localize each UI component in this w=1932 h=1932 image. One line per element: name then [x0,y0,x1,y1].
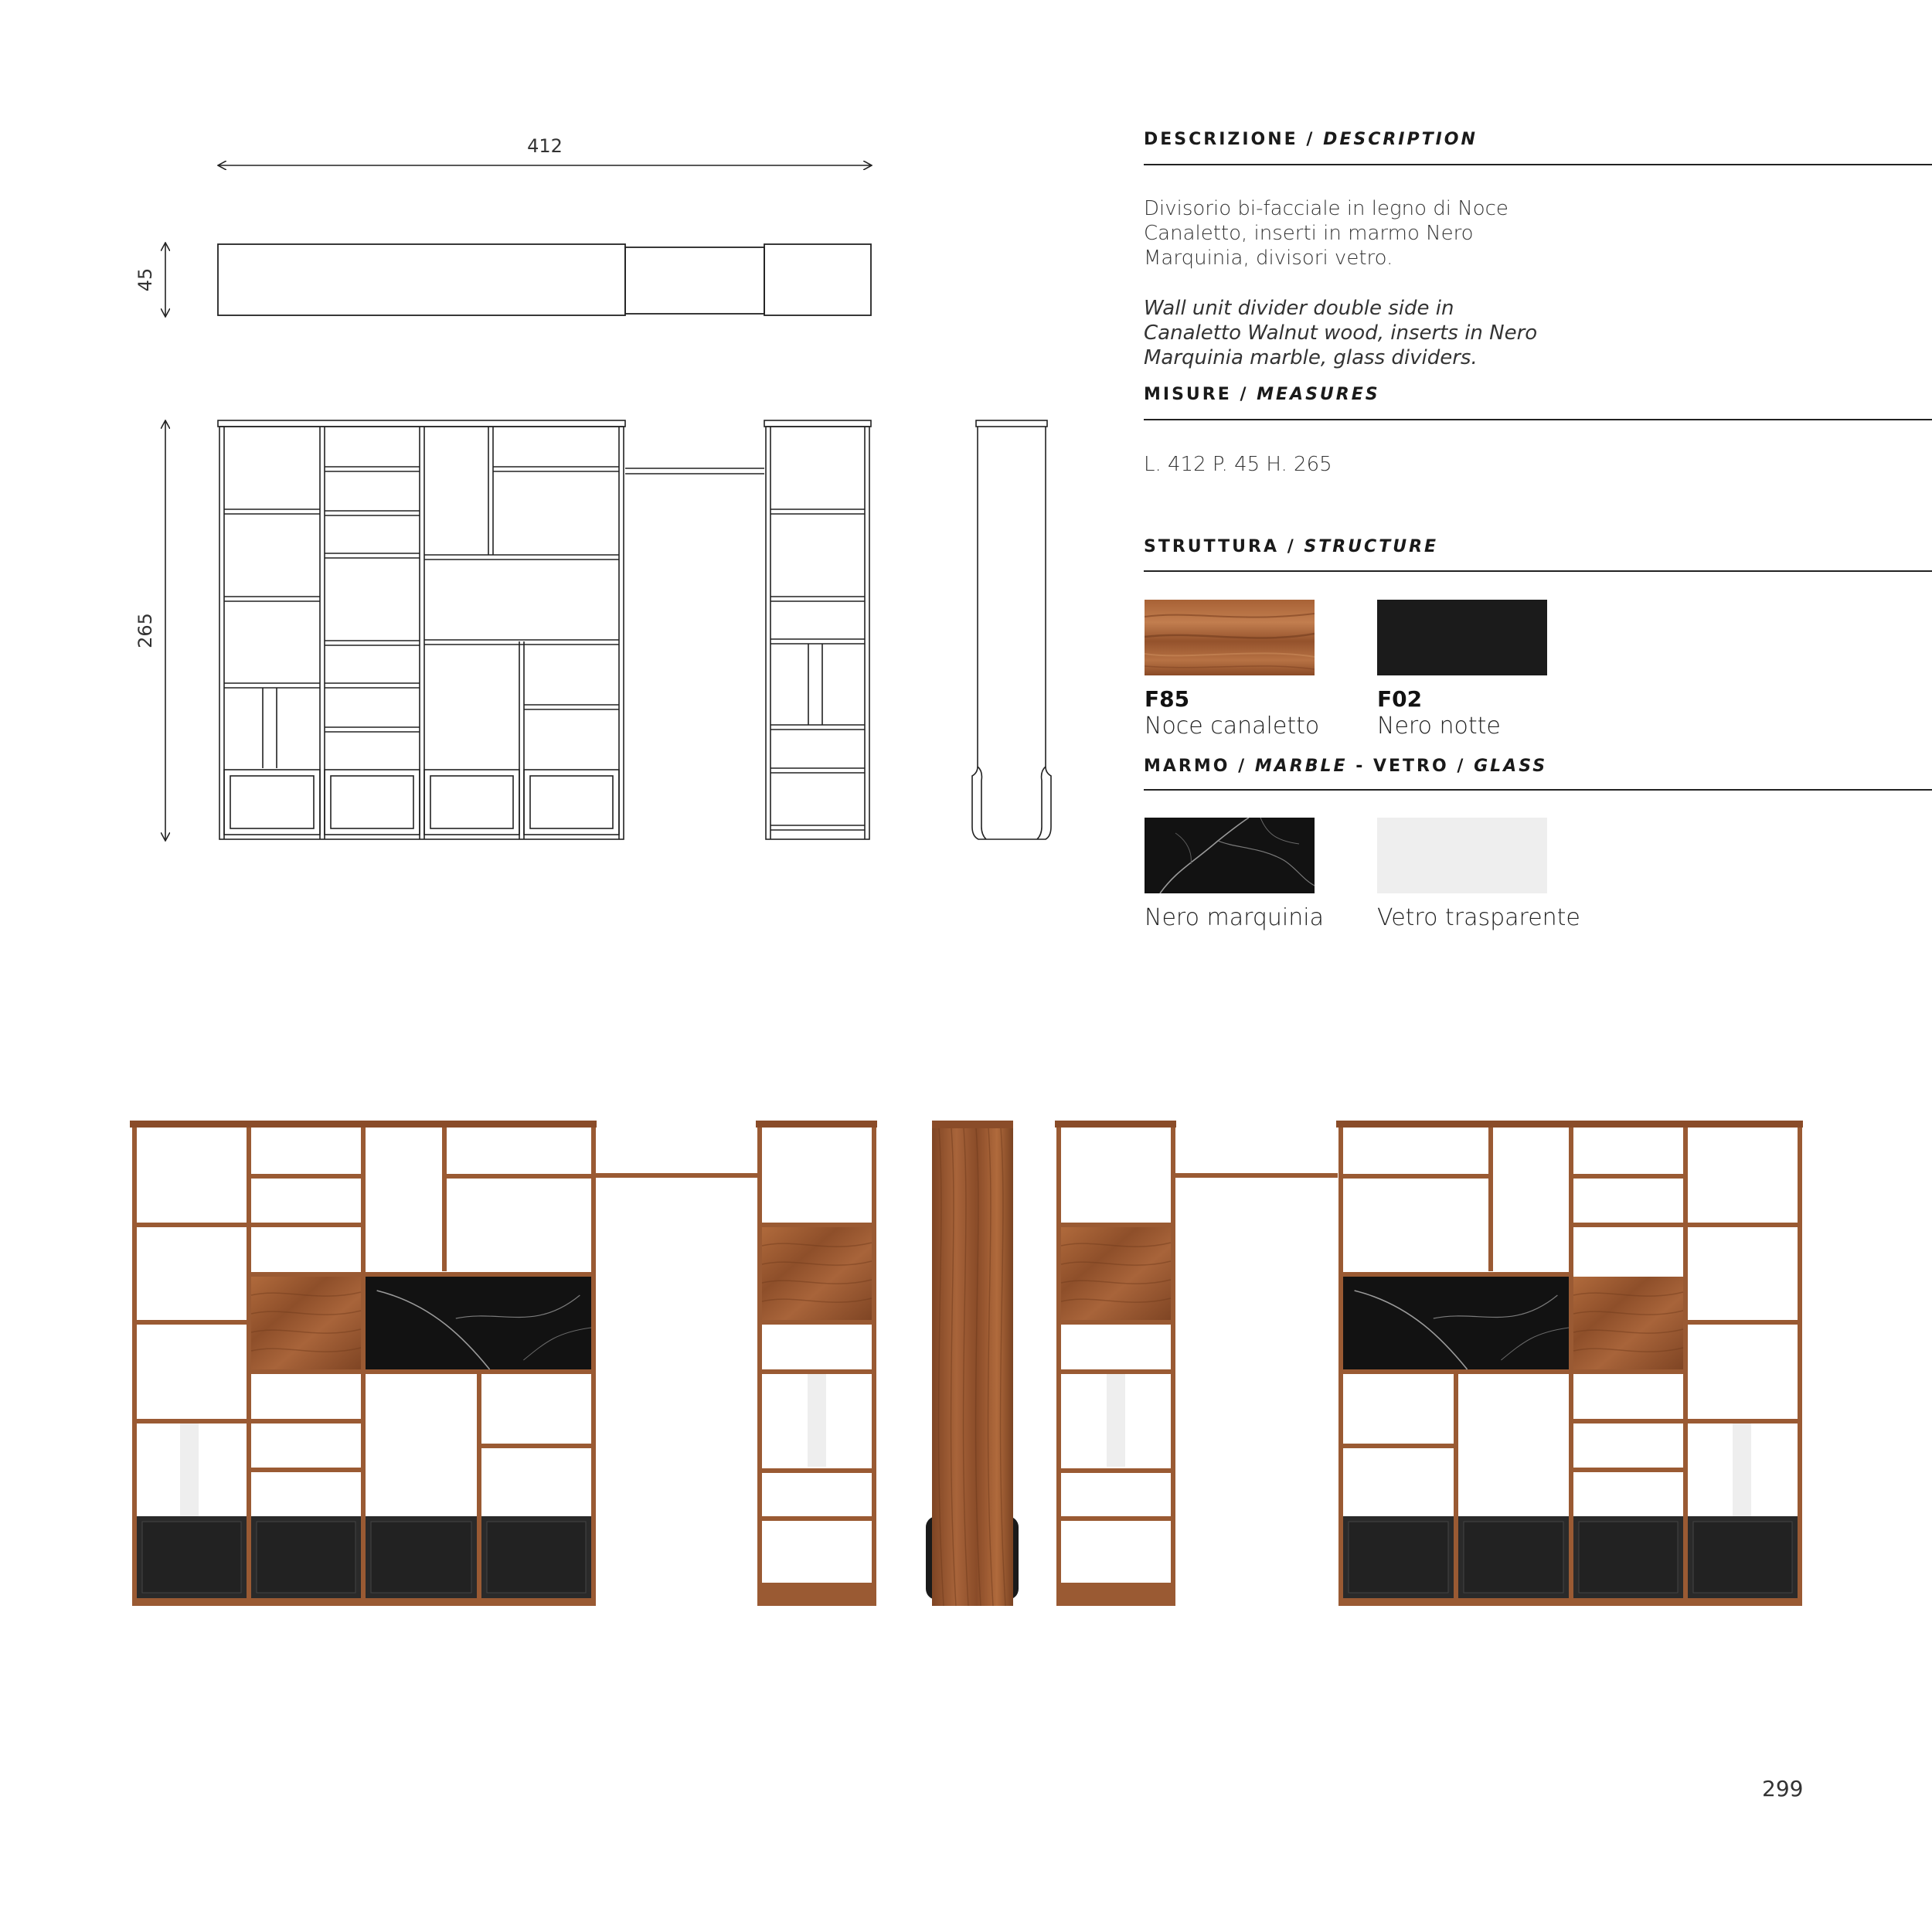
glass-divider [1107,1374,1125,1467]
vertical-panel [1798,1128,1802,1606]
swatch-name-nero-notte: Nero notte [1377,713,1501,740]
connecting-shelf [1175,1173,1338,1178]
front-view-drawing [218,420,871,839]
description-heading: DESCRIZIONE / DESCRIPTION [1144,130,1478,149]
dimension-depth-label: 45 [134,267,156,292]
black-drawer-front [1464,1522,1563,1593]
vertical-panel [361,1128,366,1606]
top-panel [1336,1121,1803,1128]
marble-glass-rule [1144,789,1932,791]
vertical-panel [591,1128,596,1606]
swatch-vetro-trasparente [1377,818,1547,893]
black-drawer-front [1693,1522,1792,1593]
measures-title-it: MISURE [1144,385,1232,404]
shelf [1688,1223,1798,1227]
marble-glass-heading: MARMO / MARBLE - VETRO / GLASS [1144,757,1548,776]
shelf [1343,1369,1569,1374]
dimension-width-label: 412 [527,135,563,157]
vertical-panel [1171,1128,1175,1606]
vertical-panel [1454,1369,1458,1606]
top-view-drawing [218,244,871,315]
vertical-panel [247,1128,251,1606]
shelf [762,1320,872,1325]
vertical-panel [757,1128,762,1606]
shelf [137,1419,247,1423]
dimension-width [218,135,872,165]
glass-title-en: GLASS [1474,757,1548,776]
vertical-panel [442,1128,447,1271]
vertical-panel [1056,1128,1061,1606]
structure-rule [1144,570,1932,572]
shelf [762,1223,872,1227]
shelf [1061,1369,1171,1374]
measures-title-en: MEASURES [1257,385,1380,404]
connecting-shelf [596,1173,758,1178]
description-title-en: DESCRIPTION [1323,130,1478,149]
shelf [1061,1516,1171,1521]
vertical-panel [1569,1128,1573,1606]
vertical-panel [132,1128,137,1606]
glass-title-it: VETRO [1373,757,1449,776]
shelf [251,1223,361,1227]
shelf [1573,1174,1683,1179]
shelf [251,1419,361,1423]
glass-divider [180,1423,199,1516]
swatch-nero-notte [1377,600,1547,675]
black-drawer-front [487,1522,586,1593]
swatch-name-vetro-trasparente: Vetro trasparente [1377,904,1580,931]
bottom-plinth [132,1598,596,1606]
swatch-name-noce-canaletto: Noce canaletto [1145,713,1320,740]
swatch-nero-marquinia [1145,818,1315,893]
shelf [1573,1369,1683,1374]
structure-title-it: STRUTTURA [1144,537,1280,556]
vertical-panel [1683,1128,1688,1606]
dimension-depth [134,243,165,317]
description-title-it: DESCRIZIONE [1144,130,1298,149]
shelf [1061,1223,1171,1227]
shelf [762,1516,872,1521]
shelf [1573,1468,1683,1472]
black-drawer-front [1579,1522,1678,1593]
page-number: 299 [1762,1776,1804,1801]
shelf [1573,1419,1683,1423]
wood-insert-panel [762,1227,872,1320]
dimension-height-label: 265 [134,613,156,648]
shelf [1061,1320,1171,1325]
wood-insert-panel [251,1277,361,1369]
shelf [1061,1468,1171,1473]
shelf [1688,1419,1798,1423]
structure-title-en: STRUCTURE [1304,537,1439,556]
glass-divider [808,1374,826,1467]
side-view-drawing [972,420,1051,839]
shelf [1573,1223,1683,1227]
shelf [251,1272,591,1277]
wood-insert-panel [1061,1227,1171,1320]
shelf [762,1468,872,1473]
shelf [447,1174,591,1179]
bottom-plinth [1056,1583,1175,1606]
description-text-en: Wall unit divider double side in Canaletto Walnut wood, inserts in Nero Marquinia marble, glass dividers. [1144,297,1538,369]
swatch-noce-canaletto [1145,600,1315,675]
dimension-height [134,420,165,841]
marble-title-en: MARBLE [1254,757,1348,776]
swatch-code-f85: F85 [1145,686,1190,712]
shelf [137,1223,247,1227]
shelf [251,1468,361,1472]
shelf [137,1320,247,1325]
vertical-panel [1488,1128,1493,1271]
bottom-plinth [757,1583,876,1606]
structure-heading: STRUTTURA / STRUCTURE [1144,537,1439,556]
bottom-plinth [1338,1598,1802,1606]
black-drawer-front [371,1522,471,1593]
shelf [251,1174,361,1179]
vertical-panel [1338,1128,1343,1606]
top-panel [756,1121,877,1128]
glass-divider [1733,1423,1751,1516]
description-rule [1144,164,1932,165]
shelf [1688,1320,1798,1325]
colored-elevations [130,1121,1803,1606]
marble-title-it: MARMO [1144,757,1230,776]
swatch-name-nero-marquinia: Nero marquinia [1145,904,1325,931]
description-text-it: Divisorio bi-facciale in legno di Noce Canaletto, inserti in marmo Nero Marquinia, divisori vetro. [1144,197,1509,270]
wood-insert-panel [1573,1277,1683,1369]
shelf [762,1369,872,1374]
shelf [251,1369,591,1374]
side-top [932,1121,1013,1128]
black-drawer-front [1349,1522,1448,1593]
shelf [1343,1174,1488,1179]
black-drawer-front [257,1522,355,1593]
vertical-panel [872,1128,876,1606]
measures-text: L. 412 P. 45 H. 265 [1144,453,1332,476]
shelf [481,1444,591,1448]
vertical-panel [477,1369,481,1606]
measures-rule [1144,419,1932,420]
black-drawer-front [142,1522,241,1593]
measures-heading: MISURE / MEASURES [1144,385,1380,404]
shelf [1343,1272,1569,1277]
top-panel [1055,1121,1176,1128]
top-panel [130,1121,597,1128]
shelf [1343,1444,1454,1448]
swatch-code-f02: F02 [1377,686,1423,712]
